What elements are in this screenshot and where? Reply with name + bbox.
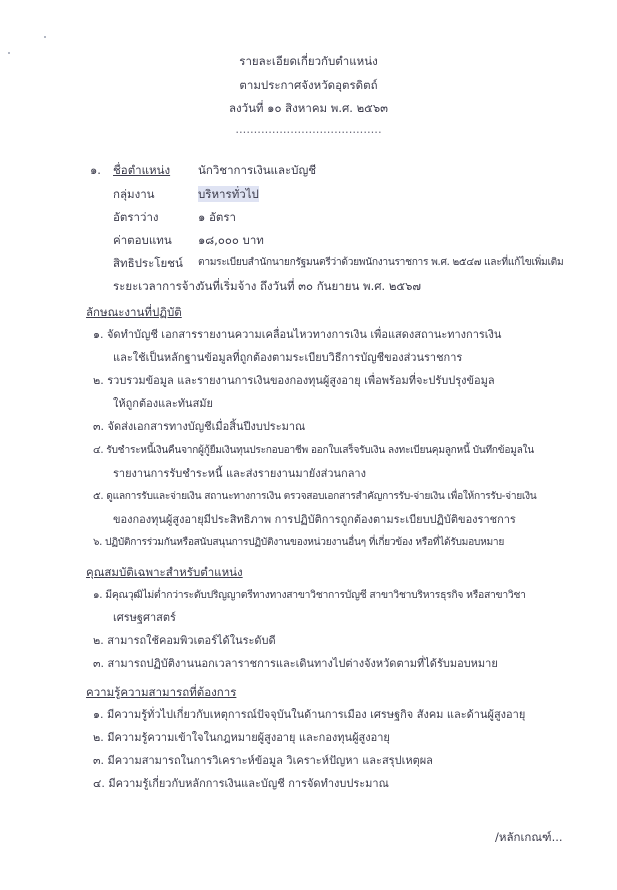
duty-line: ของกองทุนผู้สูงอายุมีประสิทธิภาพ การปฏิบัติการถูกต้องตามระเบียบปฏิบัติของราชการ <box>113 513 516 526</box>
header-dotted-rule: ........................................ <box>235 122 382 136</box>
field-label-position: ชื่อตำแหน่ง <box>113 163 171 177</box>
field-label-vacancy: อัตราว่าง <box>113 210 159 224</box>
duty-line: ๓. จัดส่งเอกสารทางบัญชีเมื่อสิ้นปีงบประมาณ <box>93 420 306 433</box>
field-label-group: กลุ่มงาน <box>113 187 155 201</box>
document-subtitle: ตามประกาศจังหวัดอุตรดิตถ์ <box>239 78 378 92</box>
knowledge-line: ๔. มีความรู้เกี่ยวกับหลักการเงินและบัญชี การจัดทำงบประมาณ <box>93 777 389 790</box>
field-value-benefits: ตามระเบียบสำนักนายกรัฐมนตรีว่าด้วยพนักงานราชการ พ.ศ. ๒๕๔๗ และที่แก้ไขเพิ่มเติม <box>198 257 564 268</box>
field-label-employment-period: ระยะเวลาการจ้าง <box>113 279 201 293</box>
duty-line: ๔. รับชำระหนี้เงินคืนจากผู้กู้ยืมเงินทุนประกอบอาชีพ ออกใบเสร็จรับเงิน ลงทะเบียนคุมลูกหนี้ บันทึกข้อมูลใน <box>93 445 534 456</box>
qualification-line: ๒. สามารถใช้คอมพิวเตอร์ได้ในระดับดี <box>93 634 276 647</box>
duty-line: ๒. รวบรวมข้อมูล และรายงานการเงินของกองทุนผู้สูงอายุ เพื่อพร้อมที่จะปรับปรุงข้อมูล <box>93 374 495 387</box>
continued-marker: /หลักเกณฑ์... <box>495 830 563 844</box>
knowledge-line: ๓. มีความสามารถในการวิเคราะห์ข้อมูล วิเคราะห์ปัญหา และสรุปเหตุผล <box>93 754 433 767</box>
field-value-salary: ๑๘,๐๐๐ บาท <box>198 233 264 247</box>
duty-line: และใช้เป็นหลักฐานข้อมูลที่ถูกต้องตามระเบียบวิธีการบัญชีของส่วนราชการ <box>113 351 463 364</box>
knowledge-line: ๑. มีความรู้ทั่วไปเกี่ยวกับเหตุการณ์ปัจจุบันในด้านการเมือง เศรษฐกิจ สังคม และด้านผู้สูงอายุ <box>93 708 526 721</box>
knowledge-heading: ความรู้ความสามารถที่ต้องการ <box>86 685 237 699</box>
duties-heading: ลักษณะงานที่ปฏิบัติ <box>86 305 182 319</box>
field-value-vacancy: ๑ อัตรา <box>198 210 236 224</box>
document-date: ลงวันที่ ๑๐ สิงหาคม พ.ศ. ๒๕๖๓ <box>228 101 389 115</box>
field-label-benefits: สิทธิประโยชน์ <box>113 256 183 270</box>
document-title: รายละเอียดเกี่ยวกับตำแหน่ง <box>239 54 378 68</box>
qualifications-heading: คุณสมบัติเฉพาะสำหรับตำแหน่ง <box>86 565 243 579</box>
qualification-line: ๑. มีคุณวุฒิไม่ต่ำกว่าระดับปริญญาตรีทางทางสาขาวิชาการบัญชี สาขาวิชาบริหารธุรกิจ หรือสาขาวิชา <box>93 589 526 601</box>
field-value-position: นักวิชาการเงินและบัญชี <box>198 163 317 177</box>
section-number: ๑. <box>90 163 101 177</box>
duty-line: รายงานการรับชำระหนี้ และส่งรายงานมายังส่วนกลาง <box>113 467 366 480</box>
qualification-line: เศรษฐศาสตร์ <box>113 611 176 624</box>
duty-line: ๑. จัดทำบัญชี เอกสารรายงานความเคลื่อนไหวทางการเงิน เพื่อแสดงสถานะทางการเงิน <box>93 328 502 341</box>
field-value-employment-period: วันที่เริ่มจ้าง ถึงวันที่ ๓๐ กันยายน พ.ศ. ๒๕๖๗ <box>198 279 422 293</box>
qualification-line: ๓. สามารถปฏิบัติงานนอกเวลาราชการและเดินทางไปต่างจังหวัดตามที่ได้รับมอบหมาย <box>93 657 498 670</box>
duty-line: ให้ถูกต้องและทันสมัย <box>113 397 213 410</box>
duty-line: ๖. ปฏิบัติการร่วมกันหรือสนับสนุนการปฏิบัติงานของหน่วยงานอื่นๆ ที่เกี่ยวข้อง หรือที่ได้รับมอบหมาย <box>93 537 504 548</box>
knowledge-line: ๒. มีความรู้ความเข้าใจในกฎหมายผู้สูงอายุ และกองทุนผู้สูงอายุ <box>93 731 390 744</box>
duty-line: ๕. ดูแลการรับและจ่ายเงิน สถานะทางการเงิน ตรวจสอบเอกสารสำคัญการรับ-จ่ายเงิน เพื่อให้การรับ-จ่ายเงิน <box>93 491 537 502</box>
scan-speck <box>44 36 46 38</box>
field-value-group: บริหารทั่วไป <box>198 187 259 201</box>
field-label-salary: ค่าตอบแทน <box>113 233 172 247</box>
